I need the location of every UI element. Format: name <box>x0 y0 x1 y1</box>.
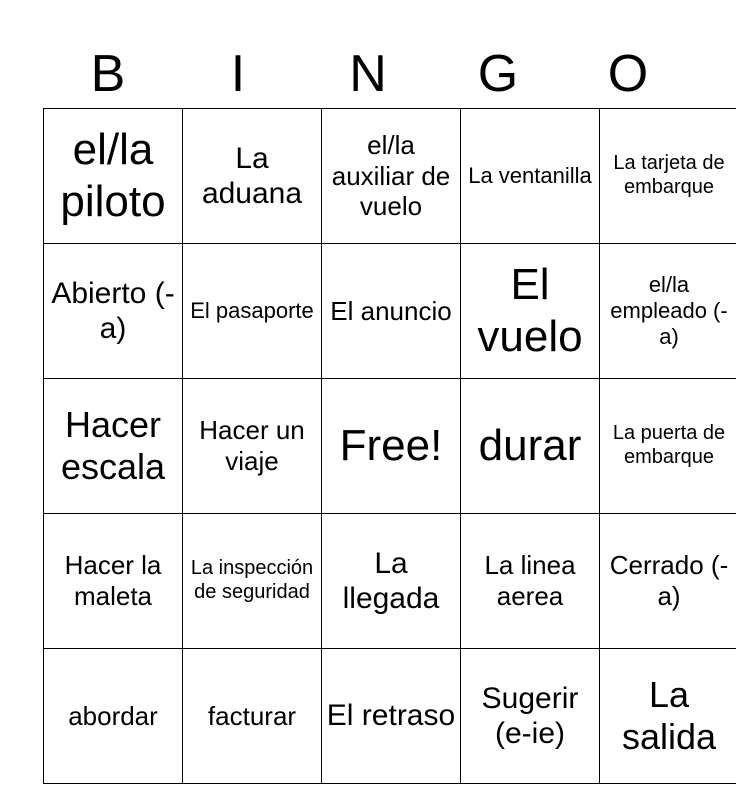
bingo-cell: La linea aerea <box>461 514 600 649</box>
header-letter-g: G <box>477 45 519 103</box>
header-letter-b: B <box>90 45 126 103</box>
bingo-cell: Hacer la maleta <box>44 514 183 649</box>
bingo-cell: abordar <box>44 649 183 784</box>
free-space-cell: Free! <box>322 379 461 514</box>
bingo-cell: La salida <box>600 649 736 784</box>
bingo-cell: el/la empleado (-a) <box>600 244 736 379</box>
bingo-cell: El pasaporte <box>183 244 322 379</box>
bingo-card-grid <box>43 108 736 784</box>
bingo-cell: El retraso <box>322 649 461 784</box>
bingo-cell: Cerrado (-a) <box>600 514 736 649</box>
bingo-cell: El vuelo <box>461 244 600 379</box>
bingo-header <box>43 40 693 108</box>
grid-row-3 <box>44 379 736 514</box>
header-letter-o: O <box>607 45 649 103</box>
bingo-cell: La inspección de seguridad <box>183 514 322 649</box>
bingo-cell: La llegada <box>322 514 461 649</box>
bingo-cell: La aduana <box>183 109 322 244</box>
header-letter-n: N <box>349 45 387 103</box>
bingo-cell: el/la auxiliar de vuelo <box>322 109 461 244</box>
grid-row-1 <box>44 109 736 244</box>
bingo-cell: El anuncio <box>322 244 461 379</box>
bingo-cell: La ventanilla <box>461 109 600 244</box>
bingo-cell: durar <box>461 379 600 514</box>
bingo-cell: Sugerir (e-ie) <box>461 649 600 784</box>
header-letter-i: I <box>230 45 246 103</box>
grid-row-2 <box>44 244 736 379</box>
bingo-cell: el/la piloto <box>44 109 183 244</box>
bingo-cell: Hacer un viaje <box>183 379 322 514</box>
grid-row-4 <box>44 514 736 649</box>
bingo-cell: facturar <box>183 649 322 784</box>
bingo-cell: La tarjeta de embarque <box>600 109 736 244</box>
bingo-cell: Hacer escala <box>44 379 183 514</box>
bingo-cell: La puerta de embarque <box>600 379 736 514</box>
grid-row-5 <box>44 649 736 784</box>
bingo-cell: Abierto (-a) <box>44 244 183 379</box>
